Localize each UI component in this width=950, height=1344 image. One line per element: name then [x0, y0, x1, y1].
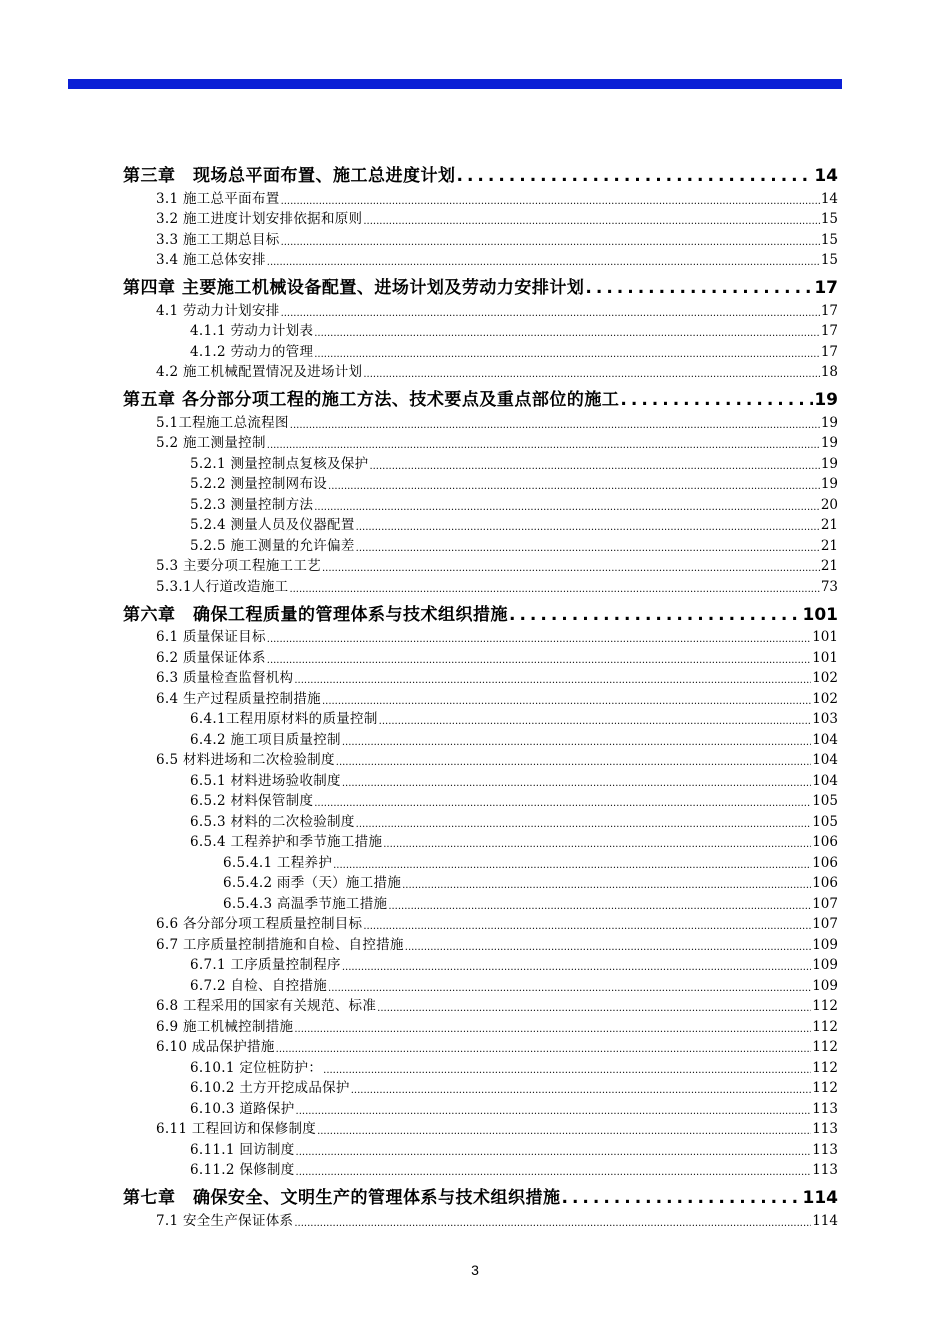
toc-entry-title: 6.2 质量保证体系: [156, 649, 266, 666]
toc-entry-page-number: 19: [820, 414, 838, 431]
toc-entry-page-number: 112: [812, 1018, 838, 1035]
toc-entry-page-number: 112: [812, 1039, 838, 1055]
toc-dot-leader: [402, 878, 811, 892]
toc-dot-leader: [323, 1062, 811, 1076]
toc-entry-page-number: 15: [820, 211, 838, 227]
toc-section-entry[interactable]: [123, 994, 838, 1015]
toc-section-entry[interactable]: [123, 248, 838, 269]
toc-entry-title: 6.3 质量检查监督机构: [156, 670, 294, 686]
toc-entry-title: 第五章 各分部分项工程的施工方法、技术要点及重点部位的施工: [123, 390, 620, 410]
toc-entry-title: 第七章 确保安全、文明生产的管理体系与技术组织措施: [123, 1188, 561, 1208]
toc-entry-page-number: 14: [820, 190, 838, 207]
toc-section-entry[interactable]: [123, 451, 838, 472]
toc-dot-leader: [314, 346, 820, 360]
toc-entry-page-number: 19: [820, 435, 838, 451]
toc-entry-page-number: 104: [812, 731, 838, 748]
toc-entry-page-number: 21: [820, 558, 838, 574]
toc-entry-page-number: 109: [812, 936, 838, 953]
toc-dot-leader: [356, 540, 820, 554]
toc-section-entry[interactable]: [123, 645, 838, 666]
toc-section-entry[interactable]: [123, 319, 838, 340]
toc-dot-leader: [322, 561, 820, 575]
toc-dot-leader: [457, 169, 814, 186]
toc-entry-page-number: 107: [812, 916, 838, 932]
toc-dot-leader: [369, 458, 819, 472]
toc-section-entry[interactable]: [123, 1055, 838, 1076]
toc-entry-page-number: 21: [820, 537, 838, 554]
toc-entry-page-number: 112: [812, 998, 838, 1014]
toc-entry-title: 5.3.1人行道改造施工: [156, 578, 289, 595]
toc-entry-page-number: 103: [812, 711, 838, 727]
toc-dot-leader: [314, 499, 820, 513]
toc-entry-title: 6.11.1 回访制度: [190, 1141, 295, 1158]
toc-dot-leader: [314, 326, 820, 340]
toc-section-entry[interactable]: [123, 789, 838, 810]
toc-entry-title: 5.2.4 测量人员及仪器配置: [190, 517, 355, 533]
toc-dot-leader: [342, 734, 811, 748]
toc-entry-page-number: 19: [820, 455, 838, 472]
toc-entry-title: 6.5.4 工程养护和季节施工措施: [190, 834, 383, 850]
toc-dot-leader: [281, 234, 820, 248]
toc-entry-page-number: 17: [820, 343, 838, 360]
toc-dot-leader: [281, 193, 820, 207]
toc-dot-leader: [379, 714, 812, 728]
toc-section-entry[interactable]: [123, 768, 838, 789]
toc-dot-leader: [356, 816, 812, 830]
toc-entry-title: 6.9 施工机械控制措施: [156, 1018, 294, 1035]
toc-entry-title: 6.5.2 材料保管制度: [190, 793, 314, 809]
toc-entry-page-number: 105: [812, 813, 838, 830]
toc-entry-title: 第三章 现场总平面布置、施工总进度计划: [123, 166, 456, 186]
toc-section-entry[interactable]: [123, 891, 838, 912]
toc-entry-title: 6.10 成品保护措施: [156, 1039, 275, 1055]
page-number: 3: [471, 1262, 479, 1278]
toc-entry-title: 6.7.2 自检、自控措施: [190, 977, 328, 994]
toc-entry-page-number: 107: [812, 895, 838, 912]
toc-entry-title: 4.1.2 劳动力的管理: [190, 343, 314, 360]
toc-section-entry[interactable]: [123, 871, 838, 892]
toc-dot-leader: [356, 520, 820, 534]
toc-section-entry[interactable]: [123, 533, 838, 554]
toc-dot-leader: [509, 608, 802, 625]
toc-dot-leader: [296, 1165, 812, 1179]
toc-section-entry[interactable]: [123, 1137, 838, 1158]
toc-section-entry[interactable]: [123, 727, 838, 748]
toc-entry-title: 6.4.1工程用原材料的质量控制: [190, 711, 378, 727]
toc-entry-page-number: 20: [820, 496, 838, 513]
toc-entry-page-number: 106: [812, 875, 838, 891]
toc-entry-page-number: 104: [812, 752, 838, 768]
toc-section-entry[interactable]: [123, 932, 838, 953]
toc-dot-leader: [333, 857, 811, 871]
toc-entry-page-number: 114: [812, 1212, 838, 1229]
toc-entry-title: 4.1.1 劳动力计划表: [190, 323, 314, 339]
toc-chapter-entry[interactable]: [123, 268, 838, 298]
toc-entry-title: 3.3 施工工期总目标: [156, 231, 280, 248]
toc-entry-title: 6.8 工程采用的国家有关规范、标准: [156, 998, 377, 1014]
toc-section-entry[interactable]: [123, 227, 838, 248]
toc-entry-title: 6.11 工程回访和保修制度: [156, 1121, 317, 1137]
toc-entry-title: 6.6 各分部分项工程质量控制目标: [156, 916, 363, 932]
toc-entry-page-number: 17: [820, 302, 838, 319]
toc-entry-page-number: 102: [812, 690, 838, 707]
toc-dot-leader: [281, 305, 820, 319]
toc-entry-page-number: 18: [820, 364, 838, 380]
toc-entry-title: 6.11.2 保修制度: [190, 1162, 295, 1178]
toc-section-entry[interactable]: [123, 186, 838, 207]
toc-section-entry[interactable]: [123, 339, 838, 360]
toc-entry-title: 6.5 材料进场和二次检验制度: [156, 752, 335, 768]
toc-dot-leader: [267, 438, 820, 452]
toc-entry-page-number: 102: [812, 670, 838, 686]
toc-entry-title: 7.1 安全生产保证体系: [156, 1212, 294, 1229]
toc-section-entry[interactable]: [123, 830, 838, 851]
toc-chapter-entry[interactable]: [123, 156, 838, 186]
toc-entry-title: 3.1 施工总平面布置: [156, 190, 280, 207]
toc-entry-page-number: 19: [814, 390, 838, 410]
toc-entry-title: 6.5.4.1 工程养护: [223, 854, 333, 871]
toc-entry-page-number: 109: [812, 977, 838, 994]
toc-entry-title: 6.7.1 工序质量控制程序: [190, 957, 341, 973]
toc-entry-page-number: 113: [812, 1100, 838, 1117]
toc-section-entry[interactable]: [123, 686, 838, 707]
toc-dot-leader: [267, 255, 820, 269]
toc-section-entry[interactable]: [123, 298, 838, 319]
toc-entry-title: 6.10.3 道路保护: [190, 1100, 295, 1117]
toc-entry-page-number: 106: [812, 854, 838, 871]
toc-entry-page-number: 14: [814, 166, 838, 186]
toc-section-entry[interactable]: [123, 1158, 838, 1179]
toc-entry-page-number: 106: [812, 834, 838, 850]
toc-dot-leader: [267, 632, 811, 646]
toc-dot-leader: [383, 837, 811, 851]
toc-section-entry[interactable]: [123, 1096, 838, 1117]
toc-entry-page-number: 19: [820, 476, 838, 492]
toc-entry-page-number: 104: [812, 772, 838, 789]
toc-dot-leader: [388, 898, 811, 912]
toc-section-entry[interactable]: [123, 707, 838, 728]
toc-entry-page-number: 17: [820, 323, 838, 339]
header-rule: [68, 79, 842, 89]
toc-dot-leader: [562, 1191, 802, 1208]
toc-section-entry[interactable]: [123, 748, 838, 769]
toc-entry-title: 6.4 生产过程质量控制措施: [156, 690, 321, 707]
toc-entry-page-number: 105: [812, 793, 838, 809]
toc-section-entry[interactable]: [123, 513, 838, 534]
toc-section-entry[interactable]: [123, 1117, 838, 1138]
toc-section-entry[interactable]: [123, 912, 838, 933]
toc-entry-page-number: 112: [812, 1059, 838, 1076]
toc-entry-page-number: 113: [812, 1121, 838, 1137]
toc-entry-title: 第四章 主要施工机械设备配置、进场计划及劳动力安排计划: [123, 278, 585, 298]
toc-entry-title: 6.4.2 施工项目质量控制: [190, 731, 341, 748]
toc-chapter-entry[interactable]: [123, 1178, 838, 1208]
toc-dot-leader: [296, 1144, 812, 1158]
toc-entry-page-number: 109: [812, 957, 838, 973]
toc-section-entry[interactable]: [123, 809, 838, 830]
table-of-contents: [123, 156, 838, 1229]
toc-entry-page-number: 113: [812, 1162, 838, 1178]
toc-dot-leader: [294, 1021, 811, 1035]
toc-entry-page-number: 112: [812, 1080, 838, 1096]
toc-dot-leader: [585, 281, 813, 298]
toc-dot-leader: [294, 673, 811, 687]
toc-entry-title: 6.7 工序质量控制措施和自检、自控措施: [156, 936, 404, 953]
toc-entry-page-number: 101: [812, 649, 838, 666]
toc-dot-leader: [363, 919, 811, 933]
toc-dot-leader: [314, 796, 811, 810]
toc-entry-title: 6.5.3 材料的二次检验制度: [190, 813, 355, 830]
toc-chapter-entry[interactable]: [123, 595, 838, 625]
toc-dot-leader: [363, 367, 819, 381]
toc-entry-title: 6.1 质量保证目标: [156, 629, 266, 645]
toc-dot-leader: [289, 581, 819, 595]
toc-entry-title: 第六章 确保工程质量的管理体系与技术组织措施: [123, 604, 508, 625]
toc-dot-leader: [290, 417, 820, 431]
toc-entry-page-number: 114: [802, 1188, 838, 1208]
toc-section-entry[interactable]: [123, 574, 838, 595]
toc-section-entry[interactable]: [123, 625, 838, 646]
toc-entry-title: 3.2 施工进度计划安排依据和原则: [156, 211, 363, 227]
toc-entry-title: 5.2.3 测量控制方法: [190, 496, 314, 513]
toc-section-entry[interactable]: [123, 554, 838, 575]
toc-entry-title: 6.5.4.2 雨季（天）施工措施: [223, 875, 402, 891]
toc-dot-leader: [336, 755, 811, 769]
toc-dot-leader: [267, 652, 811, 666]
toc-dot-leader: [405, 939, 811, 953]
toc-entry-title: 5.2.5 施工测量的允许偏差: [190, 537, 355, 554]
toc-section-entry[interactable]: [123, 472, 838, 493]
toc-entry-page-number: 15: [820, 231, 838, 248]
toc-entry-page-number: 21: [820, 517, 838, 533]
toc-entry-page-number: 73: [820, 578, 838, 595]
toc-section-entry[interactable]: [123, 1035, 838, 1056]
toc-entry-page-number: 15: [820, 252, 838, 268]
toc-section-entry[interactable]: [123, 973, 838, 994]
toc-dot-leader: [322, 693, 811, 707]
toc-section-entry[interactable]: [123, 207, 838, 228]
toc-dot-leader: [328, 479, 820, 493]
toc-section-entry[interactable]: [123, 360, 838, 381]
toc-dot-leader: [351, 1083, 811, 1097]
toc-dot-leader: [276, 1042, 812, 1056]
toc-dot-leader: [317, 1124, 811, 1138]
toc-dot-leader: [328, 980, 811, 994]
toc-entry-title: 5.2.1 测量控制点复核及保护: [190, 455, 369, 472]
toc-dot-leader: [296, 1103, 812, 1117]
toc-entry-title: 3.4 施工总体安排: [156, 252, 266, 268]
toc-section-entry[interactable]: [123, 492, 838, 513]
toc-entry-title: 5.2 施工测量控制: [156, 435, 266, 451]
toc-entry-title: 5.3 主要分项工程施工工艺: [156, 558, 321, 574]
toc-section-entry[interactable]: [123, 850, 838, 871]
toc-entry-title: 5.1工程施工总流程图: [156, 414, 289, 431]
toc-section-entry[interactable]: [123, 410, 838, 431]
toc-dot-leader: [294, 1215, 811, 1229]
toc-entry-page-number: 17: [814, 278, 838, 298]
toc-section-entry[interactable]: [123, 1208, 838, 1229]
toc-entry-title: 6.5.1 材料进场验收制度: [190, 772, 341, 789]
toc-entry-title: 6.5.4.3 高温季节施工措施: [223, 895, 388, 912]
toc-entry-page-number: 113: [812, 1141, 838, 1158]
toc-section-entry[interactable]: [123, 666, 838, 687]
toc-section-entry[interactable]: [123, 431, 838, 452]
toc-entry-title: 4.1 劳动力计划安排: [156, 302, 280, 319]
toc-dot-leader: [342, 960, 811, 974]
toc-dot-leader: [377, 1001, 811, 1015]
toc-entry-page-number: 101: [812, 629, 838, 645]
toc-entry-title: 4.2 施工机械配置情况及进场计划: [156, 364, 363, 380]
toc-dot-leader: [363, 214, 819, 228]
toc-entry-title: 5.2.2 测量控制网布设: [190, 476, 328, 492]
toc-entry-page-number: 101: [802, 604, 838, 625]
toc-dot-leader: [620, 393, 813, 410]
toc-dot-leader: [342, 775, 811, 789]
toc-entry-title: 6.10.1 定位桩防护：: [190, 1059, 323, 1076]
toc-section-entry[interactable]: [123, 1014, 838, 1035]
toc-section-entry[interactable]: [123, 1076, 838, 1097]
toc-entry-title: 6.10.2 土方开挖成品保护: [190, 1080, 350, 1096]
toc-chapter-entry[interactable]: [123, 380, 838, 410]
toc-section-entry[interactable]: [123, 953, 838, 974]
